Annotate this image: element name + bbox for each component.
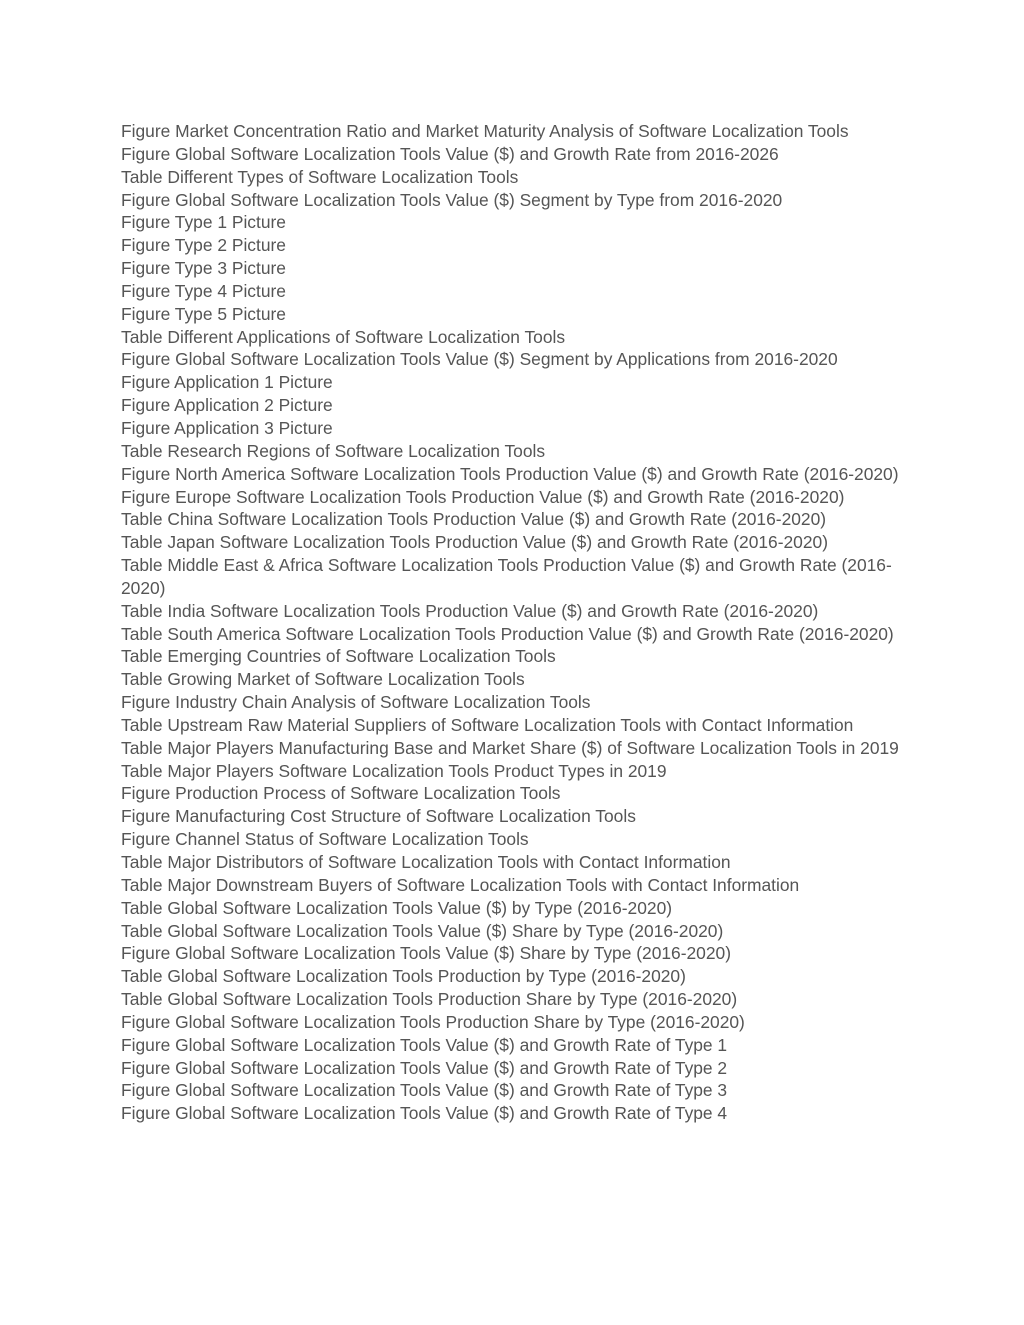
list-item: Table India Software Localization Tools Production Value ($) and Growth Rate (2016-2020) <box>121 600 819 621</box>
list-item: Figure Global Software Localization Tools Value ($) and Growth Rate of Type 4 <box>121 1103 728 1124</box>
list-item: Figure Application 3 Picture <box>121 417 333 438</box>
list-item: Figure Global Software Localization Tools Production Share by Type (2016-2020) <box>121 1011 745 1032</box>
list-item: Table Global Software Localization Tools Production by Type (2016-2020) <box>121 966 686 987</box>
list-item: Table Major Players Software Localization Tools Product Types in 2019 <box>121 760 667 781</box>
list-item: Table Upstream Raw Material Suppliers of Software Localization Tools with Contact Information <box>121 714 854 735</box>
document-page <box>121 120 911 1125</box>
list-item: Figure Type 2 Picture <box>121 235 286 256</box>
list-item: Table Major Distributors of Software Localization Tools with Contact Information <box>121 852 731 872</box>
list-item: Figure Global Software Localization Tools Value ($) Segment by Type from 2016-2020 <box>121 189 783 210</box>
list-item: Table China Software Localization Tools Production Value ($) and Growth Rate (2016-2020) <box>121 509 827 530</box>
list-item: Figure Market Concentration Ratio and Market Maturity Analysis of Software Localization Tools <box>121 121 849 141</box>
list-item: Table South America Software Localization Tools Production Value ($) and Growth Rate (2016-2020) <box>121 623 894 644</box>
list-item: Figure Global Software Localization Tools Value ($) and Growth Rate of Type 1 <box>121 1034 728 1055</box>
list-item: Table Major Players Manufacturing Base and Market Share ($) of Software Localization Tools in 2019 <box>121 737 899 758</box>
list-item: Figure Manufacturing Cost Structure of Software Localization Tools <box>121 806 636 827</box>
list-item: Figure Global Software Localization Tools Value ($) and Growth Rate of Type 2 <box>121 1057 728 1078</box>
list-item: Table Global Software Localization Tools Value ($) Share by Type (2016-2020) <box>121 920 724 941</box>
list-item: Figure Channel Status of Software Localization Tools <box>121 829 529 850</box>
list-item: Figure Industry Chain Analysis of Software Localization Tools <box>121 692 591 713</box>
list-item: Figure North America Software Localization Tools Production Value ($) and Growth Rate (2016-2020) <box>121 463 899 484</box>
list-item: Table Japan Software Localization Tools Production Value ($) and Growth Rate (2016-2020) <box>121 532 828 553</box>
list-item: Figure Europe Software Localization Tools Production Value ($) and Growth Rate (2016-2020) <box>121 486 845 507</box>
list-item: Figure Type 1 Picture <box>121 212 286 233</box>
list-item: Figure Type 4 Picture <box>121 280 286 301</box>
list-item: Table Emerging Countries of Software Localization Tools <box>121 646 556 667</box>
list-item: Table Global Software Localization Tools Production Share by Type (2016-2020) <box>121 989 738 1010</box>
list-item: Figure Global Software Localization Tools Value ($) and Growth Rate from 2016-2026 <box>121 143 779 164</box>
list-item: Figure Production Process of Software Localization Tools <box>121 783 561 804</box>
list-item: Table Research Regions of Software Localization Tools <box>121 440 546 461</box>
list-item: Figure Global Software Localization Tools Value ($) Segment by Applications from 2016-2020 <box>121 349 838 370</box>
list-item: Figure Type 3 Picture <box>121 258 286 279</box>
list-item: Figure Application 2 Picture <box>121 395 333 416</box>
list-item: Figure Global Software Localization Tools Value ($) and Growth Rate of Type 3 <box>121 1080 728 1101</box>
list-item: Figure Type 5 Picture <box>121 303 286 324</box>
list-item: Figure Application 1 Picture <box>121 372 333 393</box>
list-item: Table Growing Market of Software Localization Tools <box>121 669 525 690</box>
list-item: Table Different Types of Software Localization Tools <box>121 166 519 187</box>
list-item: Table Global Software Localization Tools Value ($) by Type (2016-2020) <box>121 897 673 918</box>
list-item: Table Major Downstream Buyers of Software Localization Tools with Contact Information <box>121 874 800 895</box>
list-item: Table Middle East & Africa Software Localization Tools Production Value ($) and Growth Rate (2016-2020) <box>121 555 892 598</box>
list-item: Figure Global Software Localization Tools Value ($) Share by Type (2016-2020) <box>121 943 731 964</box>
list-item: Table Different Applications of Software Localization Tools <box>121 326 566 347</box>
